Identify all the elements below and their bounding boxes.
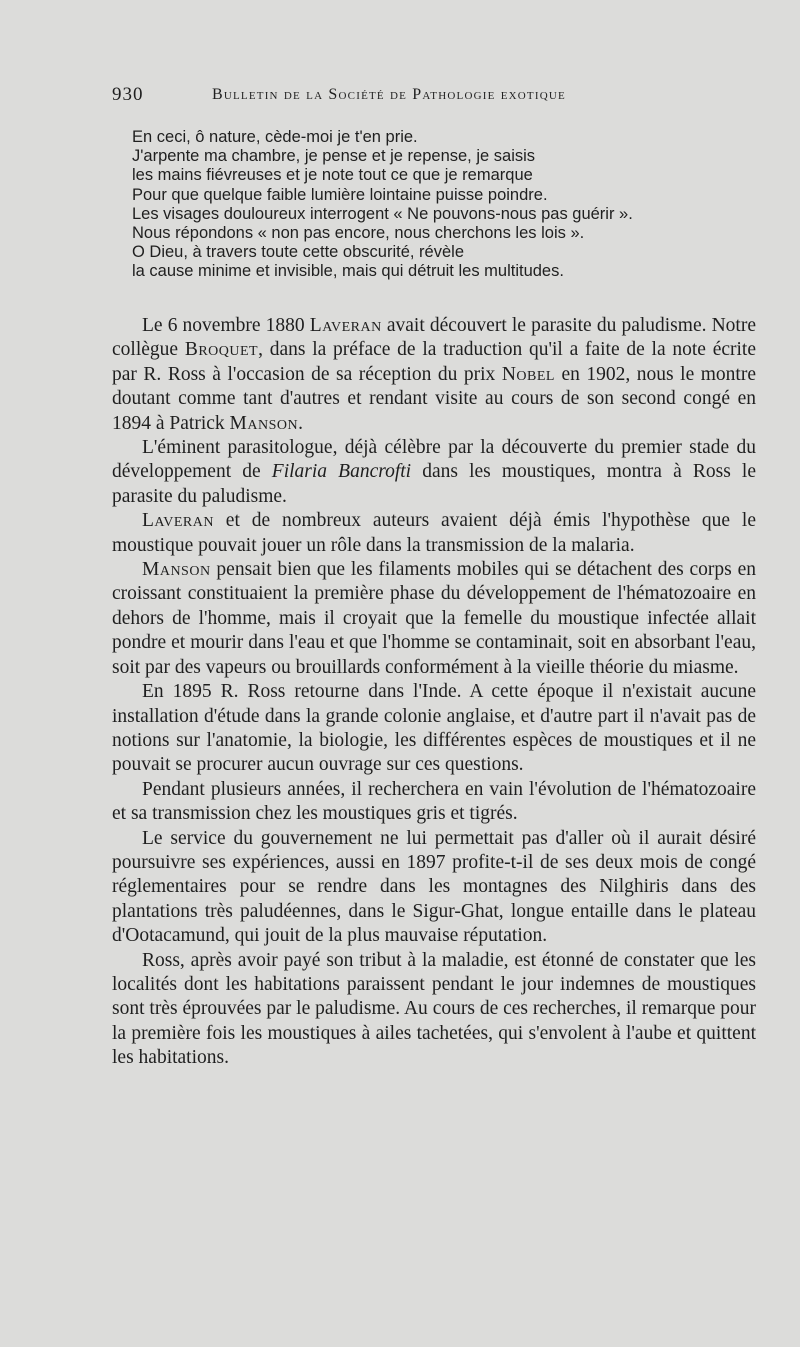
text-segment: .	[298, 412, 303, 434]
text-segment: Le 6 novembre 1880	[142, 315, 310, 336]
text-segment: pensait bien que les filaments mobiles qui se détachent des corps en croissant constituaient la première phase du développement de l'hématozoaire en dehors de l'homme, mais il croyait que la femelle du moustique infectée allait pondre et mourir dans l'eau et que l'homme se contaminait, soit en absorbant l'eau, soit par des vapeurs ou brouillards conformément à la vieille théorie du miasme.	[112, 559, 756, 678]
author-name: Manson	[229, 412, 299, 434]
poem-block	[132, 128, 692, 282]
text-segment: Ross, après avoir payé son tribut à la maladie, est étonné de constater que les localités dont les habitations paraissent pendant le jour indemnes de moustiques sont très éprouvées par le paludisme. Au cours de ces recherches, il remarque pour la première fois les moustiques à ailes tachetées, qui s'envolent à l'aube et quittent les habitations.	[112, 949, 756, 1069]
paragraph	[112, 949, 756, 1071]
poem-line: O Dieu, à travers toute cette obscurité, révèle	[132, 243, 464, 262]
text-segment: Pendant plusieurs années, il recherchera en vain l'évolution de l'hématozoaire et sa transmission chez les moustiques gris et tigrés.	[112, 778, 756, 825]
author-name: Nobel	[501, 363, 555, 385]
poem-line: Nous répondons « non pas encore, nous cherchons les lois ».	[132, 224, 585, 243]
poem-line: la cause minime et invisible, mais qui détruit les multitudes.	[132, 262, 564, 281]
author-name: Laveran	[142, 510, 214, 532]
page-header	[112, 80, 672, 110]
running-title: Bulletin de la Société de Pathologie exotique	[212, 86, 566, 103]
text-segment: avait découvert le parasite du paludisme. Notre collègue	[112, 315, 756, 361]
paragraph	[112, 778, 756, 827]
poem-line: les mains fiévreuses et je note tout ce que je remarque	[132, 166, 533, 185]
author-name: Manson	[142, 559, 211, 581]
paragraph	[112, 436, 756, 509]
text-segment: , dans la préface de la traduction qu'il a faite de la note écrite par R. Ross à l'occasion de sa réception du prix	[112, 339, 756, 385]
text-segment: En 1895 R. Ross retourne dans l'Inde. A cette époque il n'existait aucune installation d'étude dans la grande colonie anglaise, et d'autre part il n'avait pas de notions sur l'anatomie, la biologie, les différentes espèces de moustiques et il ne pouvait se procurer aucun ouvrage sur ces questions.	[112, 681, 756, 776]
text-segment: Le service du gouvernement ne lui permettait pas d'aller où il aurait désiré poursuivre ses expériences, aussi en 1897 profite-t-il de ses deux mois de congé réglementaires pour se rendre dans les montagnes des Nilghiris dans des plantations très paludéennes, dans le Sigur-Ghat, longue entaille dans le plateau d'Ootacamund, qui jouit de la plus mauvaise réputation.	[112, 827, 756, 947]
page-number: 930	[112, 84, 144, 105]
text-segment: dans les moustiques, montra à Ross le parasite du paludisme.	[112, 461, 756, 507]
text-segment: L'éminent parasitologue, déjà célèbre par la découverte du premier stade du développement de	[112, 437, 756, 483]
poem-line: Les visages douloureux interrogent « Ne pouvons-nous pas guérir ».	[132, 204, 633, 223]
author-name: Broquet	[184, 339, 259, 361]
author-name: Laveran	[309, 315, 382, 336]
species-name: Filaria Bancrofti	[271, 461, 412, 483]
paragraph	[112, 680, 756, 778]
poem-line: En ceci, ô nature, cède-moi je t'en prie.	[132, 128, 418, 146]
paragraph	[112, 314, 756, 436]
paragraph	[112, 558, 756, 680]
paragraph	[112, 827, 756, 949]
body-text	[112, 314, 756, 1071]
poem-line: Pour que quelque faible lumière lointaine puisse poindre.	[132, 185, 548, 204]
poem-line: J'arpente ma chambre, je pense et je repense, je saisis	[132, 147, 536, 166]
text-segment: en 1902, nous le montre doutant comme tant d'autres et rendant visite au cours de son second congé en 1894 à Patrick	[112, 363, 756, 434]
text-segment: et de nombreux auteurs avaient déjà émis l'hypothèse que le moustique pouvait jouer un rôle dans la transmission de la malaria.	[112, 510, 756, 556]
paragraph	[112, 509, 756, 558]
